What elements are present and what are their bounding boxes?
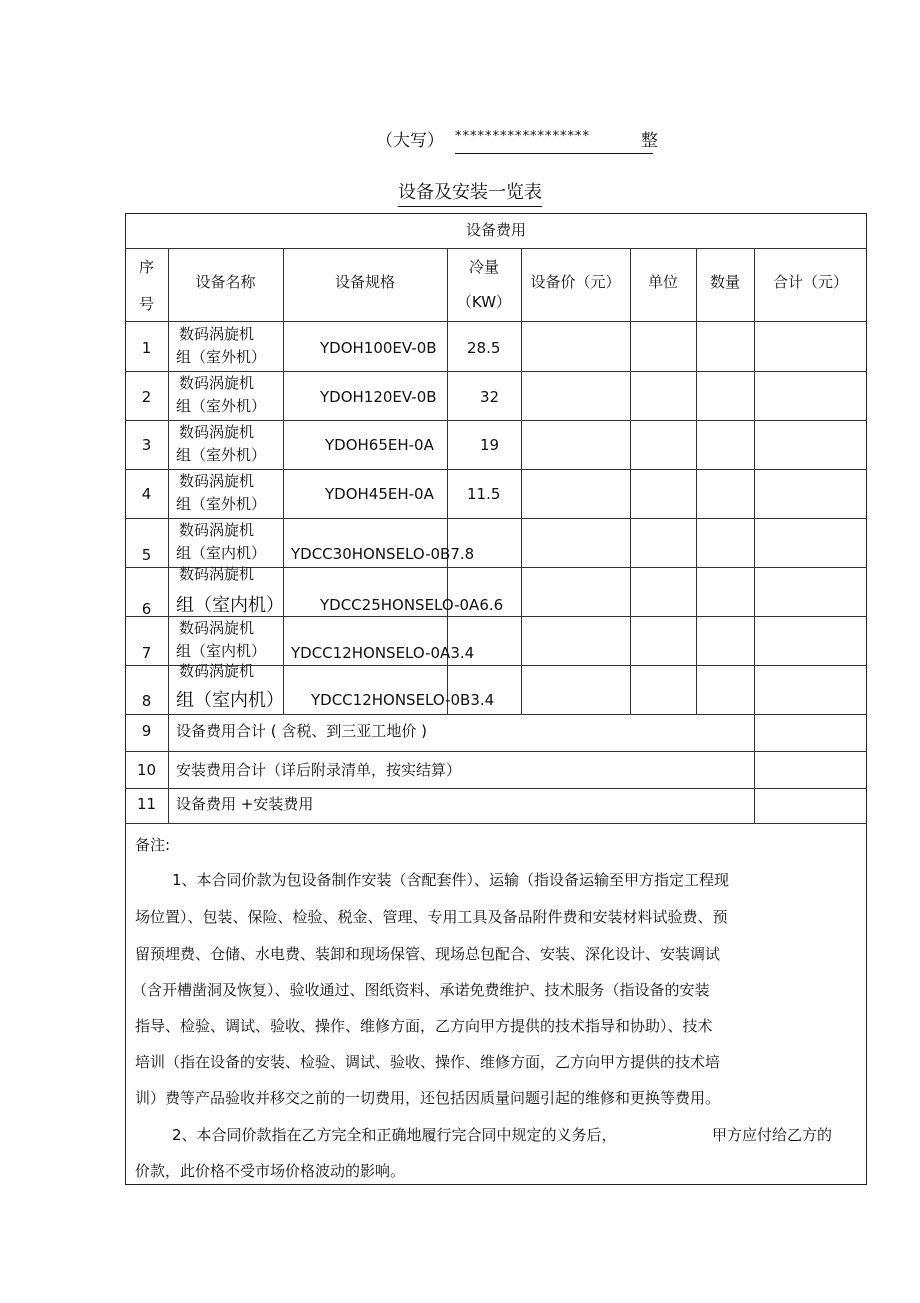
document-title: 设备及安装一览表 (398, 178, 542, 207)
row-spec-capacity: YDCC25HONSELO-0A6.6 (320, 596, 504, 614)
amount-suffix: 整 (641, 131, 658, 151)
row-capacity: 11.5 (467, 485, 501, 503)
row-divider (125, 751, 867, 752)
notes-label: 备注: (135, 836, 171, 854)
col-divider (754, 248, 755, 823)
row-no: 8 (141, 692, 152, 710)
col-header-unit: 单位 (647, 273, 678, 291)
note-line: 训）费等产品验收并移交之前的一切费用，还包括因质量问题引起的维修和更换等费用。 (135, 1089, 721, 1107)
row-no: 5 (141, 546, 152, 564)
col-header-no-2: 号 (138, 295, 154, 313)
row-spec: YDOH120EV-0B (320, 388, 437, 406)
col-header-capacity-2: （KW） (456, 293, 512, 311)
row-name-line2: 组（室外机） (176, 348, 267, 366)
row-capacity: 32 (480, 388, 500, 406)
col-header-spec: 设备规格 (334, 273, 395, 291)
section-header: 设备费用 (465, 221, 526, 239)
summary-text: 安装费用合计（详后附录清单，按实结算） (176, 761, 462, 779)
row-name-line1: 数码涡旋机 (179, 472, 255, 490)
row-spec: YDOH100EV-0B (320, 339, 437, 357)
row-capacity: 28.5 (467, 339, 501, 357)
row-name-line2: 组（室内机） (176, 595, 284, 616)
row-no: 1 (141, 339, 152, 357)
row-no: 7 (141, 644, 152, 662)
note-line: 场位置）、包装、保险、检验、税金、管理、专用工具及备品附件费和安装材料试验费、预 (135, 908, 728, 926)
row-spec-capacity: YDCC12HONSELO-0A3.4 (291, 644, 475, 662)
col-header-no-1: 序 (138, 258, 154, 276)
note-line: 留预埋费、仓储、水电费、装卸和现场保管、现场总包配合、安装、深化设计、安装调试 (135, 945, 721, 963)
row-name-line2: 组（室内机） (176, 544, 267, 562)
note-line: 价款，此价格不受市场价格波动的影响。 (135, 1162, 406, 1180)
row-name-line1: 数码涡旋机 (179, 565, 255, 583)
row-divider (125, 788, 867, 789)
amount-label: （大写） (376, 131, 444, 151)
row-spec-capacity: YDCC30HONSELO-0B7.8 (291, 545, 475, 563)
row-spec-capacity: YDCC12HONSELO-0B3.4 (311, 691, 495, 709)
summary-no: 9 (141, 722, 152, 740)
summary-text: 设备费用合计 ( 含税、到三亚工地价 ) (176, 722, 428, 740)
col-divider (696, 248, 697, 714)
col-divider (168, 248, 169, 823)
col-header-total: 合计（元） (772, 273, 848, 291)
col-header-name: 设备名称 (195, 273, 256, 291)
row-name-line1: 数码涡旋机 (179, 374, 255, 392)
row-capacity: 19 (480, 436, 500, 454)
amount-in-words-line (0, 126, 920, 156)
col-divider (521, 248, 522, 714)
note-line: 指导、检验、调试、验收、操作、维修方面，乙方向甲方提供的技术指导和协助）、技术 (135, 1017, 713, 1035)
col-divider (283, 248, 284, 714)
summary-no: 11 (136, 795, 157, 813)
row-divider (125, 714, 867, 715)
note-line: （含开槽凿洞及恢复）、验收通过、图纸资料、承诺免费维护、技术服务（指设备的安装 (132, 981, 710, 999)
note-line: 培训（指在设备的安装、检验、调试、验收、操作、维修方面，乙方向甲方提供的技术培 (135, 1053, 721, 1071)
col-divider (630, 248, 631, 714)
row-name-line1: 数码涡旋机 (179, 325, 255, 343)
col-header-qty: 数量 (709, 273, 740, 291)
row-no: 3 (141, 436, 152, 454)
col-header-price: 设备价（元） (530, 273, 621, 291)
note-line: 1、本合同价款为包设备制作安装（含配套件）、运输（指设备运输至甲方指定工程现 (172, 871, 730, 889)
row-name-line2: 组（室内机） (176, 642, 267, 660)
row-divider (125, 321, 867, 322)
row-spec: YDOH65EH-0A (325, 436, 434, 454)
row-name-line1: 数码涡旋机 (179, 423, 255, 441)
row-name-line1: 数码涡旋机 (179, 619, 255, 637)
note-line: 2、本合同价款指在乙方完全和正确地履行完合同中规定的义务后， (172, 1126, 617, 1144)
summary-text: 设备费用 +安装费用 (176, 795, 314, 813)
summary-no: 10 (136, 761, 157, 779)
row-no: 6 (141, 600, 152, 618)
row-divider (125, 248, 867, 249)
row-no: 4 (141, 485, 152, 503)
row-no: 2 (141, 388, 152, 406)
row-name-line2: 组（室内机） (176, 690, 284, 711)
row-name-line2: 组（室外机） (176, 446, 267, 464)
row-name-line2: 组（室外机） (176, 397, 267, 415)
row-spec: YDOH45EH-0A (325, 485, 434, 503)
amount-stars: ****************** (455, 129, 653, 154)
row-name-line1: 数码涡旋机 (179, 521, 255, 539)
row-name-line1: 数码涡旋机 (179, 662, 255, 680)
note-line: 甲方应付给乙方的 (712, 1126, 833, 1144)
row-divider (125, 823, 867, 824)
col-header-capacity-1: 冷量 (468, 258, 499, 276)
row-name-line2: 组（室外机） (176, 495, 267, 513)
